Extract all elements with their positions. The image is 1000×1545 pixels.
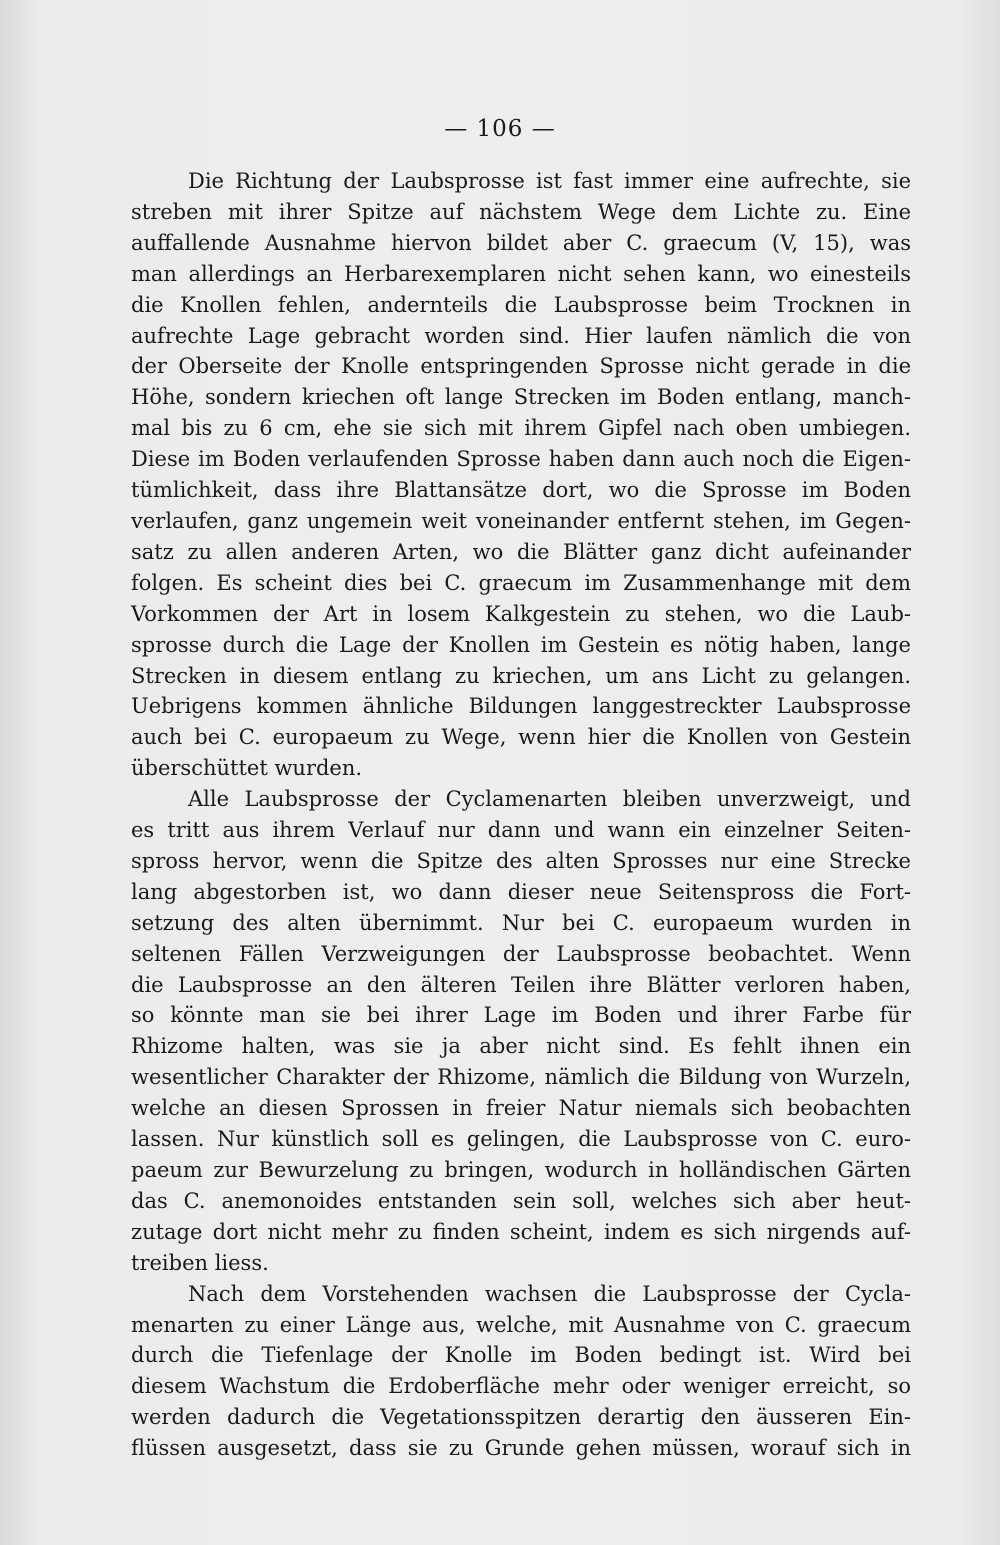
text-line: aufrechte Lage gebracht worden sind. Hier laufen nämlich die von <box>131 323 911 348</box>
text-line: treiben liess. <box>131 1250 269 1275</box>
paragraph-2 <box>131 784 911 1279</box>
text-line: durch die Tiefenlage der Knolle im Boden bedingt ist. Wird bei <box>131 1343 911 1368</box>
text-line: auffallende Ausnahme hiervon bildet aber C. graecum (V, 15), was <box>131 230 911 255</box>
text-line: Nach dem Vorstehenden wachsen die Laubsprosse der Cycla- <box>188 1281 911 1306</box>
paragraph-3 <box>131 1279 911 1464</box>
text-line: Vorkommen der Art in losem Kalkgestein zu stehen, wo die Laub- <box>131 601 911 626</box>
text-line: sprosse durch die Lage der Knollen im Gestein es nötig haben, lange <box>131 632 911 657</box>
text-line: auch bei C. europaeum zu Wege, wenn hier die Knollen von Gestein <box>131 725 911 750</box>
text-line: lang abgestorben ist, wo dann dieser neue Seitenspross die Fort- <box>131 879 911 904</box>
text-line: menarten zu einer Länge aus, welche, mit Ausnahme von C. graecum <box>131 1312 911 1337</box>
text-line: Alle Laubsprosse der Cyclamenarten bleiben unverzweigt, und <box>188 787 911 812</box>
text-line: streben mit ihrer Spitze auf nächstem Wege dem Lichte zu. Eine <box>131 199 911 224</box>
text-line: mal bis zu 6 cm, ehe sie sich mit ihrem Gipfel nach oben umbiegen. <box>131 416 911 441</box>
body-text <box>131 166 911 1464</box>
text-line: Strecken in diesem entlang zu kriechen, um ans Licht zu gelangen. <box>131 663 911 688</box>
text-line: folgen. Es scheint dies bei C. graecum im Zusammenhange mit dem <box>131 570 911 595</box>
text-line: flüssen ausgesetzt, dass sie zu Grunde gehen müssen, worauf sich in <box>131 1436 911 1461</box>
text-line: spross hervor, wenn die Spitze des alten Sprosses nur eine Strecke <box>131 848 911 873</box>
text-line: die Laubsprosse an den älteren Teilen ihre Blätter verloren haben, <box>131 972 911 997</box>
text-line: zutage dort nicht mehr zu finden scheint, indem es sich nirgends auf- <box>131 1219 911 1244</box>
text-line: satz zu allen anderen Arten, wo die Blätter ganz dicht aufeinander <box>131 539 911 564</box>
text-line: verlaufen, ganz ungemein weit voneinander entfernt stehen, im Gegen- <box>131 508 911 533</box>
text-line: welche an diesen Sprossen in freier Natur niemals sich beobachten <box>131 1096 911 1121</box>
text-line: setzung des alten übernimmt. Nur bei C. europaeum wurden in <box>131 910 911 935</box>
text-line: Die Richtung der Laubsprosse ist fast immer eine aufrechte, sie <box>188 169 911 193</box>
text-line: werden dadurch die Vegetationsspitzen derartig den äusseren Ein- <box>131 1405 911 1430</box>
page-number: — 106 — <box>444 116 556 142</box>
text-line: paeum zur Bewurzelung zu bringen, wodurch in holländischen Gärten <box>131 1158 911 1182</box>
text-line: diesem Wachstum die Erdoberfläche mehr oder weniger erreicht, so <box>131 1374 911 1399</box>
text-line: wesentlicher Charakter der Rhizome, nämlich die Bildung von Wurzeln, <box>131 1065 911 1090</box>
text-line: Höhe, sondern kriechen oft lange Strecken im Boden entlang, manch- <box>131 385 911 410</box>
text-line: es tritt aus ihrem Verlauf nur dann und wann ein einzelner Seiten- <box>131 818 911 843</box>
text-line: die Knollen fehlen, andernteils die Laubsprosse beim Trocknen in <box>131 292 911 317</box>
text-line: tümlichkeit, dass ihre Blattansätze dort, wo die Sprosse im Boden <box>131 478 911 503</box>
text-line: Diese im Boden verlaufenden Sprosse haben dann auch noch die Eigen- <box>131 447 911 472</box>
text-line: Rhizome halten, was sie ja aber nicht sind. Es fehlt ihnen ein <box>131 1034 911 1059</box>
text-line: so könnte man sie bei ihrer Lage im Boden und ihrer Farbe für <box>131 1003 911 1028</box>
text-line: lassen. Nur künstlich soll es gelingen, die Laubsprosse von C. euro- <box>131 1127 911 1152</box>
text-line: der Oberseite der Knolle entspringenden Sprosse nicht gerade in die <box>131 354 911 379</box>
text-line: das C. anemonoides entstanden sein soll, welches sich aber heut- <box>131 1188 911 1213</box>
text-line: man allerdings an Herbarexemplaren nicht sehen kann, wo einesteils <box>131 261 911 286</box>
text-line: Uebrigens kommen ähnliche Bildungen langgestreckter Laubsprosse <box>131 694 911 719</box>
text-line: überschüttet wurden. <box>131 756 363 781</box>
text-line: seltenen Fällen Verzweigungen der Laubsprosse beobachtet. Wenn <box>131 941 911 966</box>
paragraph-1 <box>131 166 911 784</box>
